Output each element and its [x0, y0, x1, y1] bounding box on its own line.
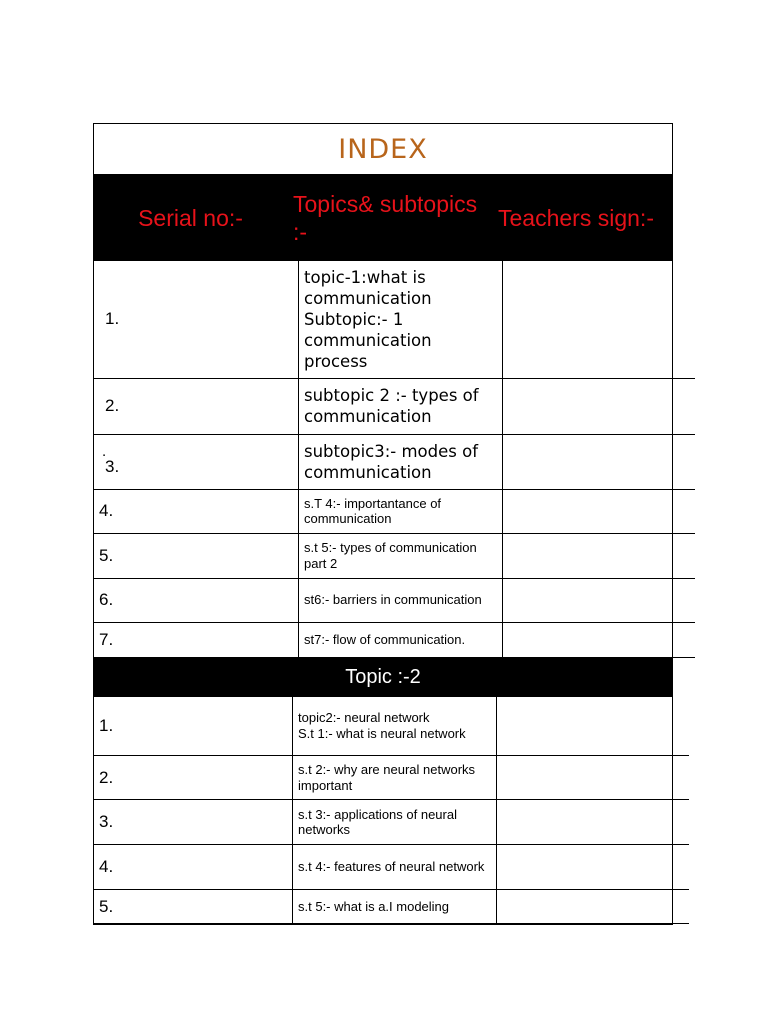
stray-dot: .: [102, 442, 107, 460]
serial-number: 1.: [99, 715, 114, 735]
part2-table: [94, 697, 689, 925]
topic-cell: [293, 845, 497, 890]
header-teachers-sign: Teachers sign:-: [498, 205, 654, 231]
title-row: [94, 124, 672, 175]
sign-cell[interactable]: [497, 845, 690, 890]
table-row: [94, 489, 695, 533]
topic-cell: [299, 434, 503, 489]
topic-cell: [293, 800, 497, 845]
serial-number: 3.: [99, 812, 114, 831]
serial-cell: [94, 622, 299, 657]
part1-table: [94, 261, 695, 658]
table-row: [94, 697, 689, 756]
page-title: INDEX: [338, 133, 428, 165]
table-row: [94, 845, 689, 890]
table-row: [94, 890, 689, 924]
topic-cell: [299, 533, 503, 578]
topic-cell: [299, 622, 503, 657]
sign-cell[interactable]: [503, 578, 696, 622]
topic-cell: [293, 756, 497, 800]
serial-cell: [94, 261, 299, 378]
topic-line: s.T 4:- importantance of communication: [304, 495, 442, 526]
table-row: [94, 800, 689, 845]
serial-cell: [94, 890, 293, 924]
serial-cell: [94, 533, 299, 578]
sign-cell[interactable]: [503, 261, 696, 378]
serial-number: 2.: [105, 396, 120, 415]
topic-line: S.t 1:- what is neural network: [298, 725, 466, 741]
sign-cell[interactable]: [497, 697, 690, 756]
table-row: [94, 622, 695, 657]
section-label: Topic :-2: [345, 666, 421, 688]
serial-number: 4.: [99, 501, 114, 520]
topic-line: s.t 3:- applications of neural networks: [298, 806, 457, 837]
topic-line: subtopic3:- modes of communication: [304, 441, 479, 482]
serial-number: 5.: [99, 545, 114, 565]
topic-line: topic2:- neural network: [298, 710, 430, 726]
topic-line: s.t 5:- what is a.I modeling: [298, 898, 450, 914]
topic-line: s.t 2:- why are neural networks important: [298, 762, 476, 793]
sign-cell[interactable]: [503, 489, 696, 533]
serial-cell: [94, 697, 293, 756]
table-row: [94, 434, 695, 489]
serial-cell: [94, 800, 293, 845]
serial-cell: [94, 756, 293, 800]
sign-cell[interactable]: [503, 533, 696, 578]
sign-cell[interactable]: [503, 434, 696, 489]
serial-cell: [94, 434, 299, 489]
serial-number: 3.: [105, 456, 120, 476]
topic-cell: [293, 890, 497, 924]
sign-cell[interactable]: [503, 622, 696, 657]
serial-number: 7.: [99, 629, 114, 649]
header-serial-no: Serial no:-: [138, 205, 243, 231]
table-row: [94, 378, 695, 434]
table-row: [94, 261, 695, 378]
header-row: [94, 175, 672, 261]
topic-cell: [293, 697, 497, 756]
serial-number: 2.: [99, 767, 114, 787]
serial-number: 1.: [105, 309, 120, 329]
table-row: [94, 756, 689, 800]
topic-cell: [299, 578, 503, 622]
topic-line: st7:- flow of communication.: [304, 631, 466, 647]
topic-line: s.t 4:- features of neural network: [298, 859, 485, 875]
topic-line: s.t 5:- types of communication part 2: [304, 540, 477, 571]
serial-cell: [94, 489, 299, 533]
header-topics: Topics& subtopics :-: [293, 191, 478, 245]
serial-number: 5.: [99, 896, 114, 916]
section-header-topic-2: [94, 658, 672, 697]
sign-cell[interactable]: [497, 800, 690, 845]
serial-cell: [94, 378, 299, 434]
table-row: [94, 578, 695, 622]
topic-line: subtopic 2 :- types of communication: [304, 386, 479, 426]
topic-cell: [299, 489, 503, 533]
sign-cell[interactable]: [497, 890, 690, 924]
topic-line: topic-1:what is communication: [304, 267, 432, 308]
sign-cell[interactable]: [503, 378, 696, 434]
index-table: [93, 123, 673, 925]
serial-cell: [94, 578, 299, 622]
topic-line: Subtopic:- 1 communication process: [304, 309, 432, 371]
topic-cell: [299, 261, 503, 378]
topic-cell: [299, 378, 503, 434]
table-row: [94, 533, 695, 578]
serial-number: 4.: [99, 857, 114, 876]
sign-cell[interactable]: [497, 756, 690, 800]
topic-line: st6:- barriers in communication: [304, 592, 482, 608]
serial-number: 6.: [99, 590, 114, 609]
serial-cell: [94, 845, 293, 890]
